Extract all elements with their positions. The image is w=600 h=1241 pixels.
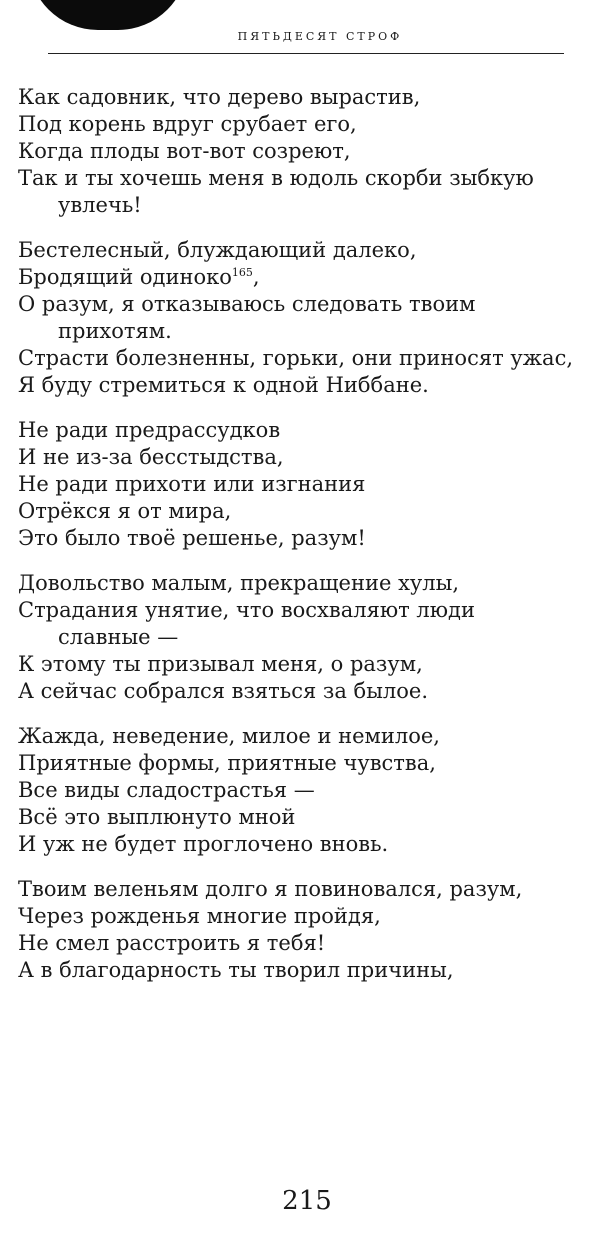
verse-line-continuation: славные — — [58, 625, 179, 649]
verse-line: А сейчас собрался взяться за былое. — [18, 679, 428, 703]
header-rule — [48, 53, 564, 54]
running-head: ПЯТЬДЕСЯТ СТРОФ — [237, 30, 403, 43]
stanza-1 — [18, 84, 588, 219]
verse-line-continuation: увлечь! — [58, 193, 142, 217]
verse-line: Довольство малым, прекращение хулы, — [18, 571, 459, 595]
stanza-2 — [18, 237, 588, 399]
verse-line: Не ради предрассудков — [18, 418, 281, 442]
verse-line: Под корень вдруг срубает его, — [18, 112, 357, 136]
page-corner-blot — [28, 0, 188, 30]
verse-line: Это было твоё решенье, разум! — [18, 526, 366, 550]
verse-punctuation: , — [252, 265, 260, 289]
stanza-4 — [18, 570, 588, 705]
verse-line: И уж не будет проглочено вновь. — [18, 832, 389, 856]
verse-line: Страсти болезненны, горьки, они приносят ужас, — [18, 346, 574, 370]
verse-line: Отрёкся я от мира, — [18, 499, 232, 523]
stanza-5 — [18, 723, 588, 858]
verse-line: Когда плоды вот-вот созреют, — [18, 139, 351, 163]
poem-body — [18, 84, 588, 1002]
verse-line-with-footnote — [18, 264, 588, 291]
stanza-3 — [18, 417, 588, 552]
verse-line: Всё это выплюнуто мной — [18, 805, 296, 829]
verse-line: И не из-за бесстыдства, — [18, 445, 284, 469]
verse-text: Бродящий одиноко — [18, 265, 232, 289]
verse-line: Не ради прихоти или изгнания — [18, 472, 366, 496]
verse-line: Твоим веленьям долго я повиновался, разум, — [18, 877, 523, 901]
verse-line: Не смел расстроить я тебя! — [18, 931, 326, 955]
verse-line: Как садовник, что дерево вырастив, — [18, 85, 421, 109]
verse-line: Так и ты хочешь меня в юдоль скорби зыбкую — [18, 166, 534, 190]
verse-line: О разум, я отказываюсь следовать твоим — [18, 292, 476, 316]
page-number: 215 — [282, 1186, 332, 1216]
footnote-mark[interactable]: 165 — [231, 266, 253, 279]
verse-line: Все виды сладострастья — — [18, 778, 315, 802]
stanza-6 — [18, 876, 588, 984]
verse-line: Жажда, неведение, милое и немилое, — [18, 724, 440, 748]
verse-line: Через рожденья многие пройдя, — [18, 904, 381, 928]
verse-line: А в благодарность ты творил причины, — [18, 958, 454, 982]
verse-line: К этому ты призывал меня, о разум, — [18, 652, 423, 676]
verse-line: Приятные формы, приятные чувства, — [18, 751, 436, 775]
verse-line: Я буду стремиться к одной Ниббане. — [18, 373, 429, 397]
verse-line: Бестелесный, блуждающий далеко, — [18, 238, 417, 262]
verse-line-continuation: прихотям. — [58, 319, 172, 343]
verse-line: Страдания унятие, что восхваляют люди — [18, 598, 475, 622]
